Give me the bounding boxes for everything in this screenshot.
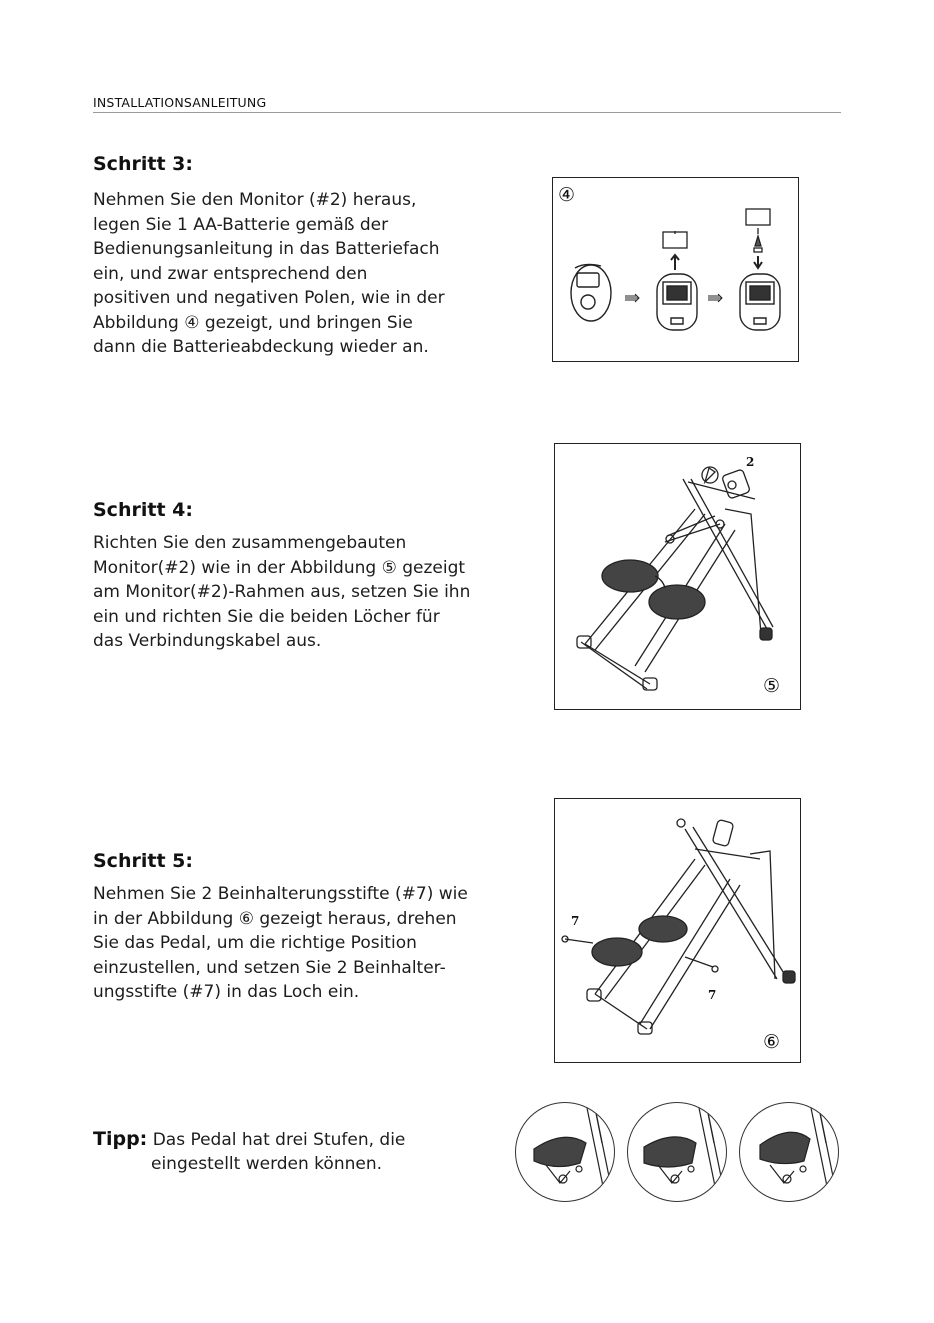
- figure-4: [552, 177, 799, 362]
- step-4-text: Richten Sie den zusammengebauten Monitor(#2) wie in der Abbildung ⑤ gezeigt am Monitor(#2)-Rahmen aus, setzen Sie ihn ein und richten Sie die beiden Löcher für das Verbindungskabel aus.: [93, 533, 471, 651]
- step-4-title: Schritt 4:: [93, 499, 193, 521]
- figure-6-number: ⑥: [763, 1031, 781, 1053]
- step-5-text: Nehmen Sie 2 Beinhalterungsstifte (#7) wie in der Abbildung ⑥ gezeigt heraus, drehen Sie das Pedal, um die richtige Position einzustellen, und setzen Sie 2 Beinhalter- ungsstifte (#7) in das Loch ein.: [93, 884, 468, 1002]
- monitor-back-icon: [657, 274, 697, 330]
- pedal-icon: [516, 1103, 614, 1201]
- battery-icon: [746, 209, 770, 268]
- tip-block: [93, 1127, 406, 1174]
- part-label-7-right: 7: [708, 988, 717, 1002]
- battery-install-illustration: [553, 178, 798, 361]
- figure-4-number: ④: [558, 184, 576, 206]
- tip-label: Tipp:: [93, 1128, 148, 1150]
- tip-text-line1: Das Pedal hat drei Stufen, die: [152, 1130, 406, 1150]
- pedal-position-1: [515, 1102, 615, 1202]
- stepper-machine-icon: [555, 444, 800, 709]
- pedal-adjust-illustration: [555, 799, 800, 1062]
- figure-5-number: ⑤: [763, 675, 781, 697]
- part-label-7-left: 7: [571, 914, 580, 928]
- figure-5: [554, 443, 801, 710]
- step-3-title: Schritt 3:: [93, 153, 193, 175]
- pedal-position-2: [627, 1102, 727, 1202]
- tip-text-line2: eingestellt werden können.: [151, 1154, 383, 1174]
- header-divider: [93, 112, 841, 113]
- step-3-text: Nehmen Sie den Monitor (#2) heraus, legen Sie 1 AA-Batterie gemäß der Bedienungsanleitung in das Batteriefach ein, und zwar entsprechend den positiven und negativen Polen, wie in der Abbildung ④ gezeigt, und bringen Sie dann die Batterieabdeckung wieder an.: [93, 190, 445, 357]
- monitor-icon: [571, 264, 611, 321]
- pedal-position-3: [739, 1102, 839, 1202]
- step-5-title: Schritt 5:: [93, 850, 193, 872]
- section-header: INSTALLATIONSANLEITUNG: [93, 95, 267, 110]
- battery-cover-icon: [663, 231, 687, 270]
- pedal-icon: [740, 1103, 838, 1201]
- pedal-icon: [628, 1103, 726, 1201]
- part-label-2: 2: [746, 455, 755, 469]
- figure-6: [554, 798, 801, 1063]
